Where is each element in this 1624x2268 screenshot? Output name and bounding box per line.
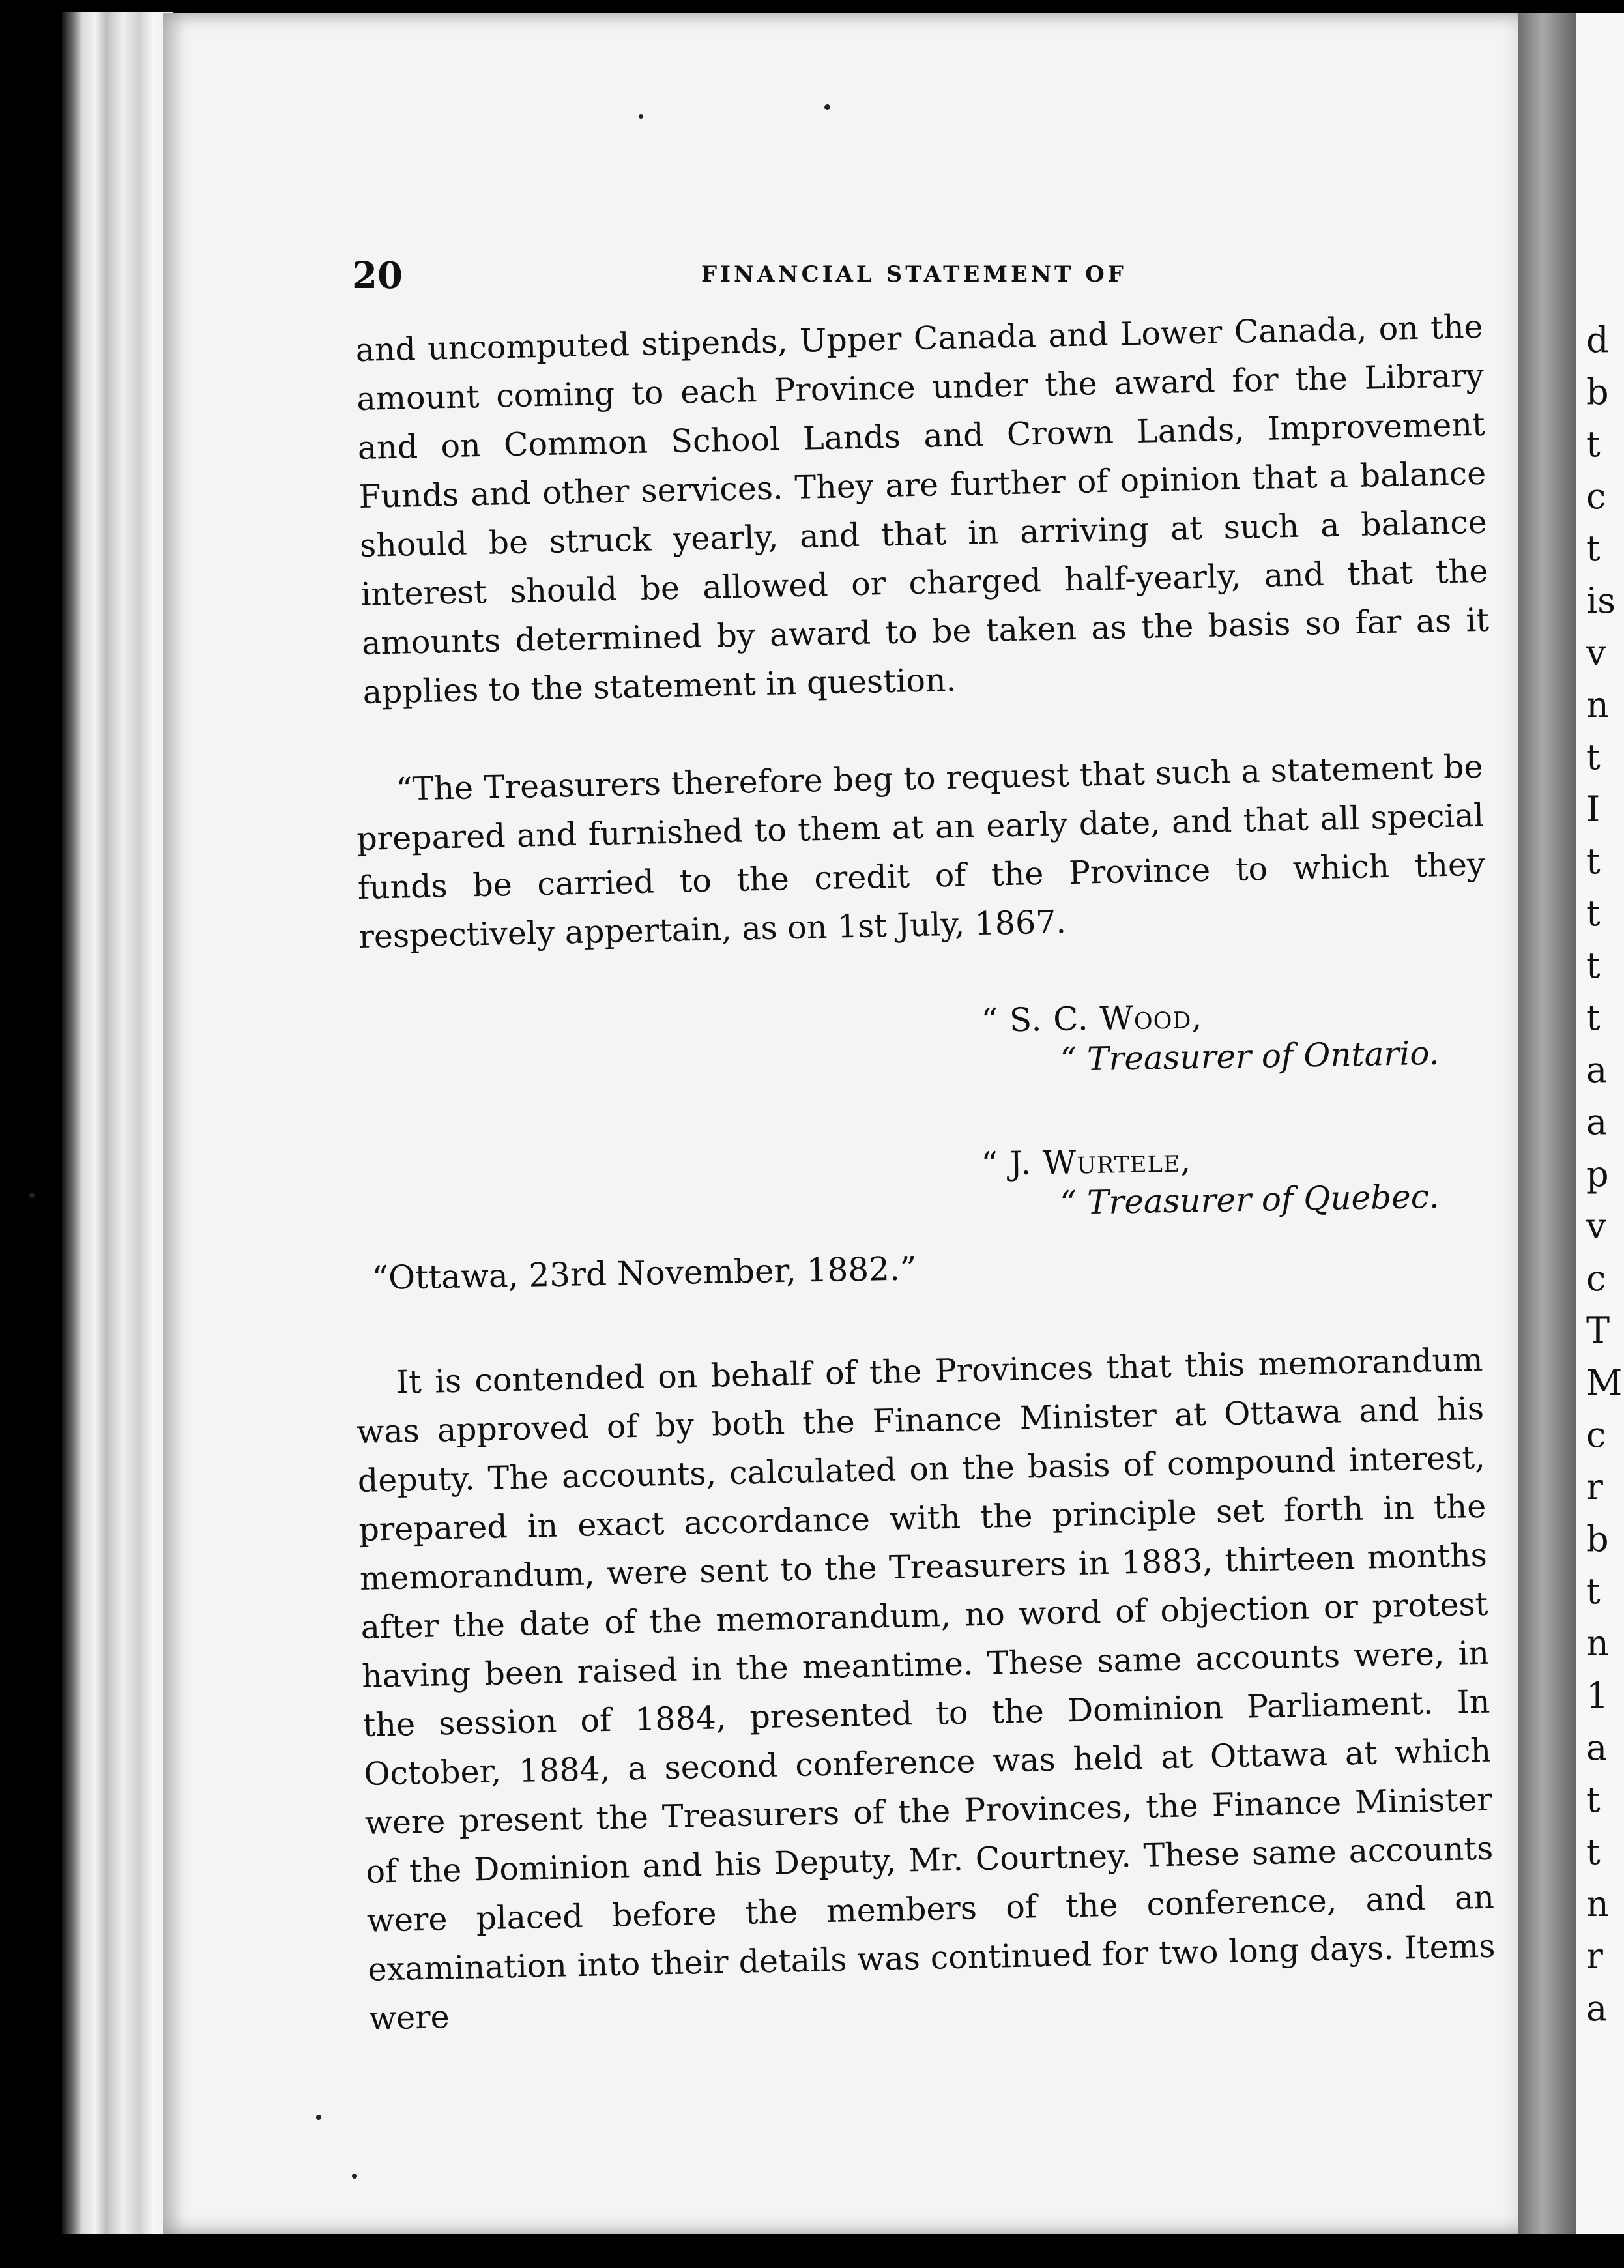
page-number: 20 <box>352 254 403 297</box>
facing-page-letter: is <box>1586 580 1616 621</box>
facing-page-fragment <box>1576 13 1624 2234</box>
signature-name: “ S. C. Wood, <box>981 998 1203 1040</box>
facing-page-letter: n <box>1586 1623 1609 1664</box>
facing-page-letter: n <box>1586 1883 1609 1925</box>
running-title: FINANCIAL STATEMENT OF <box>701 261 1127 287</box>
facing-page-letter: r <box>1586 1466 1603 1507</box>
facing-page-letter: I <box>1586 789 1601 830</box>
place-date: “Ottawa, 23rd November, 1882.” <box>371 1249 917 1297</box>
signature-block <box>981 1136 1440 1225</box>
facing-page-letter: t <box>1586 1571 1601 1612</box>
facing-page-letter: t <box>1586 1779 1601 1820</box>
signature-block <box>981 993 1440 1081</box>
facing-page-letter: v <box>1586 1206 1606 1247</box>
facing-page-letter: c <box>1586 476 1606 517</box>
facing-page-letter: t <box>1586 841 1601 882</box>
stacked-page-edges <box>62 12 173 2234</box>
facing-page-letter: t <box>1586 528 1601 569</box>
facing-page-letter: d <box>1586 319 1609 360</box>
facing-page-letter: t <box>1586 424 1601 465</box>
paper-speck <box>352 2174 357 2179</box>
paper-speck <box>316 2115 321 2120</box>
facing-page-letter: v <box>1586 632 1606 673</box>
facing-page-letter: t <box>1586 945 1601 986</box>
facing-page-letter: M <box>1586 1362 1623 1403</box>
facing-page-letter: r <box>1586 1936 1603 1977</box>
paper-speck <box>29 1193 35 1198</box>
running-header <box>352 253 1473 298</box>
paper-speck <box>639 114 643 119</box>
opening-paragraph <box>355 302 1490 717</box>
facing-page-letter: t <box>1586 997 1601 1038</box>
facing-page-letter: a <box>1586 1727 1608 1768</box>
facing-page-letter: a <box>1586 1988 1608 2029</box>
signature-name: “ J. Wurtele, <box>981 1141 1192 1183</box>
facing-page-letter: n <box>1586 684 1609 725</box>
contention-paragraph <box>355 1335 1497 2043</box>
paragraph: “The Treasurers therefore beg to request that such a statement be prepared and furnished to them at an early date, and that all special funds be carried to the credit of the Province to which they respectively appertain, as on 1st July, 1867. <box>356 748 1486 955</box>
paragraph: and uncomputed stipends, Upper Canada and Lower Canada, on the amount coming to each Province under the award for the Library and on Common School Lands and Crown Lands, Improvement Funds and other services. They are further of opinion that a balance should be struck yearly, and that in arriving at such a balance interest should be allowed or charged half-yearly, and that the amounts determined by award to be taken as the basis so far as it applies to the statement in question. <box>355 308 1490 711</box>
facing-page-letter: t <box>1586 736 1601 778</box>
facing-page-letter: a <box>1586 1101 1608 1142</box>
facing-page-letter: p <box>1586 1154 1609 1195</box>
facing-page-letter: t <box>1586 1831 1601 1872</box>
signature-title: “ Treasurer of Ontario. <box>1060 1034 1440 1079</box>
facing-page-letter: c <box>1586 1258 1606 1299</box>
signature-title: “ Treasurer of Quebec. <box>1060 1177 1440 1222</box>
facing-page-letter: T <box>1586 1310 1610 1351</box>
paper-speck <box>824 104 830 110</box>
treasurers-request-paragraph <box>355 742 1486 961</box>
facing-page-letter: b <box>1586 1519 1609 1560</box>
facing-page-letter: a <box>1586 1049 1608 1090</box>
facing-page-letter: 1 <box>1586 1675 1609 1716</box>
facing-page-letter: b <box>1586 371 1609 413</box>
facing-page-letter: t <box>1586 893 1601 934</box>
paragraph: It is contended on behalf of the Provinces that this memorandum was approved of by both the Finance Minister at Ottawa and his deputy. The accounts, calculated on the basis of compound interest, prepared in exact accordance with the principle set forth in the memorandum, were sent to the Treasurers in 1883, thirteen months after the date of the memorandum, no word of objection or protest having been raised in the meantime. These same accounts were, in the session of 1884, presented to the Dominion Parliament. In October, 1884, a second conference was held at Ottawa at which were present the Treasurers of the Provinces, the Finance Minister of the Dominion and his Deputy, Mr. Courtney. These same accounts were placed before the members of the conference, and an examination into their details was continued for two long days. Items were <box>356 1341 1496 2037</box>
facing-page-letter: c <box>1586 1414 1606 1455</box>
